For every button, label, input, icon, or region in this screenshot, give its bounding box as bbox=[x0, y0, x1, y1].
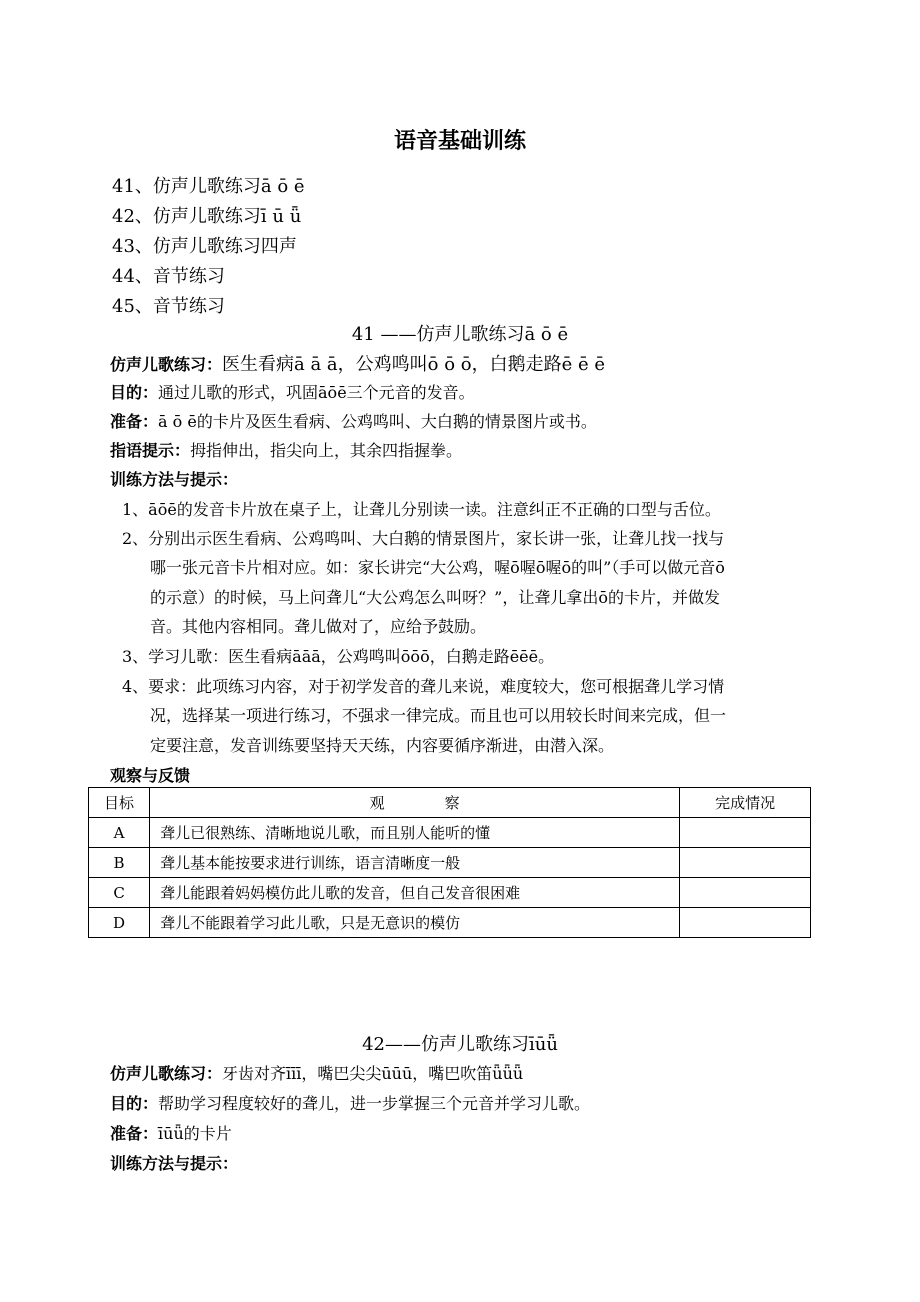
method-label: 训练方法与提示： bbox=[110, 470, 239, 489]
row-completion bbox=[680, 908, 811, 938]
toc-item-44: 44、音节练习 bbox=[112, 266, 225, 287]
method-label-42: 训练方法与提示： bbox=[110, 1154, 239, 1173]
section-42-heading: 42——仿声儿歌练习īūǖ bbox=[362, 1034, 558, 1055]
row-target: C bbox=[89, 878, 150, 908]
observation-label: 观察与反馈 bbox=[110, 766, 191, 785]
method-item-4-line-2: 况，选择某一项进行练习，不强求一律完成。而且也可以用较长时间来完成，但一 bbox=[150, 706, 727, 725]
header-observation: 观 察 bbox=[150, 788, 680, 818]
method-item-2-line-2: 哪一张元音卡片相对应。如：家长讲完“大公鸡，喔ō喔ō喔ō的叫”（手可以做元音ō bbox=[150, 558, 725, 577]
song-line-42 bbox=[110, 1061, 523, 1084]
song-line bbox=[110, 350, 605, 376]
method-item-2: 2、分别出示医生看病、公鸡鸣叫、大白鹅的情景图片，家长讲一张，让聋儿找一找与 bbox=[122, 529, 725, 548]
purpose-label-42: 目的： bbox=[110, 1094, 159, 1113]
table-row bbox=[89, 818, 811, 848]
prep-line-42 bbox=[110, 1121, 232, 1144]
prep-label-42: 准备： bbox=[110, 1124, 159, 1143]
row-target: D bbox=[89, 908, 150, 938]
toc-item-41: 41、仿声儿歌练习ā ō ē bbox=[112, 176, 305, 197]
row-observation: 聋儿已很熟练、清晰地说儿歌，而且别人能听的懂 bbox=[150, 818, 680, 848]
song-text: 医生看病ā ā ā，公鸡鸣叫ō ō ō，白鹅走路ē ē ē bbox=[222, 354, 606, 375]
table-row bbox=[89, 908, 811, 938]
prep-text-42: īūǖ的卡片 bbox=[158, 1124, 232, 1143]
row-target: A bbox=[89, 818, 150, 848]
table-header-row bbox=[89, 788, 811, 818]
method-item-4: 4、要求：此项练习内容，对于初学发音的聋儿来说，难度较大，您可根据聋儿学习情 bbox=[122, 677, 725, 696]
purpose-line-42 bbox=[110, 1091, 590, 1114]
toc-item-42: 42、仿声儿歌练习ī ū ǖ bbox=[112, 206, 302, 227]
section-41-heading: 41 ——仿声儿歌练习ā ō ē bbox=[351, 324, 569, 345]
method-item-1: 1、āōē的发音卡片放在桌子上，让聋儿分别读一读。注意纠正不正确的口型与舌位。 bbox=[122, 500, 721, 519]
song-label: 仿声儿歌练习： bbox=[110, 355, 223, 374]
row-completion bbox=[680, 878, 811, 908]
purpose-label: 目的： bbox=[110, 383, 159, 402]
row-completion bbox=[680, 848, 811, 878]
song-label-42: 仿声儿歌练习： bbox=[110, 1064, 223, 1083]
finger-text: 拇指伸出，指尖向上，其余四指握拳。 bbox=[190, 441, 463, 460]
header-target: 目标 bbox=[89, 788, 150, 818]
method-item-3: 3、学习儿歌：医生看病āāā，公鸡鸣叫ōōō，白鹅走路ēēē。 bbox=[122, 647, 555, 666]
row-observation: 聋儿不能跟着学习此儿歌，只是无意识的模仿 bbox=[150, 908, 680, 938]
observation-table bbox=[88, 787, 811, 938]
toc-item-43: 43、仿声儿歌练习四声 bbox=[112, 236, 297, 257]
table-row bbox=[89, 848, 811, 878]
header-completion: 完成情况 bbox=[680, 788, 811, 818]
method-item-2-line-4: 音。其他内容相同。聋儿做对了，应给予鼓励。 bbox=[150, 617, 487, 636]
row-observation: 聋儿基本能按要求进行训练，语言清晰度一般 bbox=[150, 848, 680, 878]
finger-label: 指语提示： bbox=[110, 441, 191, 460]
purpose-text: 通过儿歌的形式，巩固āōē三个元音的发音。 bbox=[158, 383, 475, 402]
prep-line bbox=[110, 409, 597, 432]
table-row bbox=[89, 878, 811, 908]
finger-line bbox=[110, 438, 462, 461]
row-completion bbox=[680, 818, 811, 848]
prep-label: 准备： bbox=[110, 412, 159, 431]
purpose-text-42: 帮助学习程度较好的聋儿，进一步掌握三个元音并学习儿歌。 bbox=[158, 1094, 591, 1113]
toc-item-45: 45、音节练习 bbox=[112, 296, 225, 317]
method-item-2-line-3: 的示意）的时候，马上问聋儿“大公鸡怎么叫呀？”，让聋儿拿出ō的卡片，并做发 bbox=[150, 588, 720, 607]
row-observation: 聋儿能跟着妈妈模仿此儿歌的发音，但自己发音很困难 bbox=[150, 878, 680, 908]
page-title: 语音基础训练 bbox=[393, 128, 526, 154]
purpose-line bbox=[110, 380, 475, 403]
song-text-42: 牙齿对齐īīī，嘴巴尖尖ūūū，嘴巴吹笛ǖǖǖ bbox=[222, 1064, 524, 1083]
row-target: B bbox=[89, 848, 150, 878]
prep-text: ā ō ē的卡片及医生看病、公鸡鸣叫、大白鹅的情景图片或书。 bbox=[158, 412, 597, 431]
method-item-4-line-3: 定要注意，发音训练要坚持天天练，内容要循序渐进，由潜入深。 bbox=[150, 736, 615, 755]
